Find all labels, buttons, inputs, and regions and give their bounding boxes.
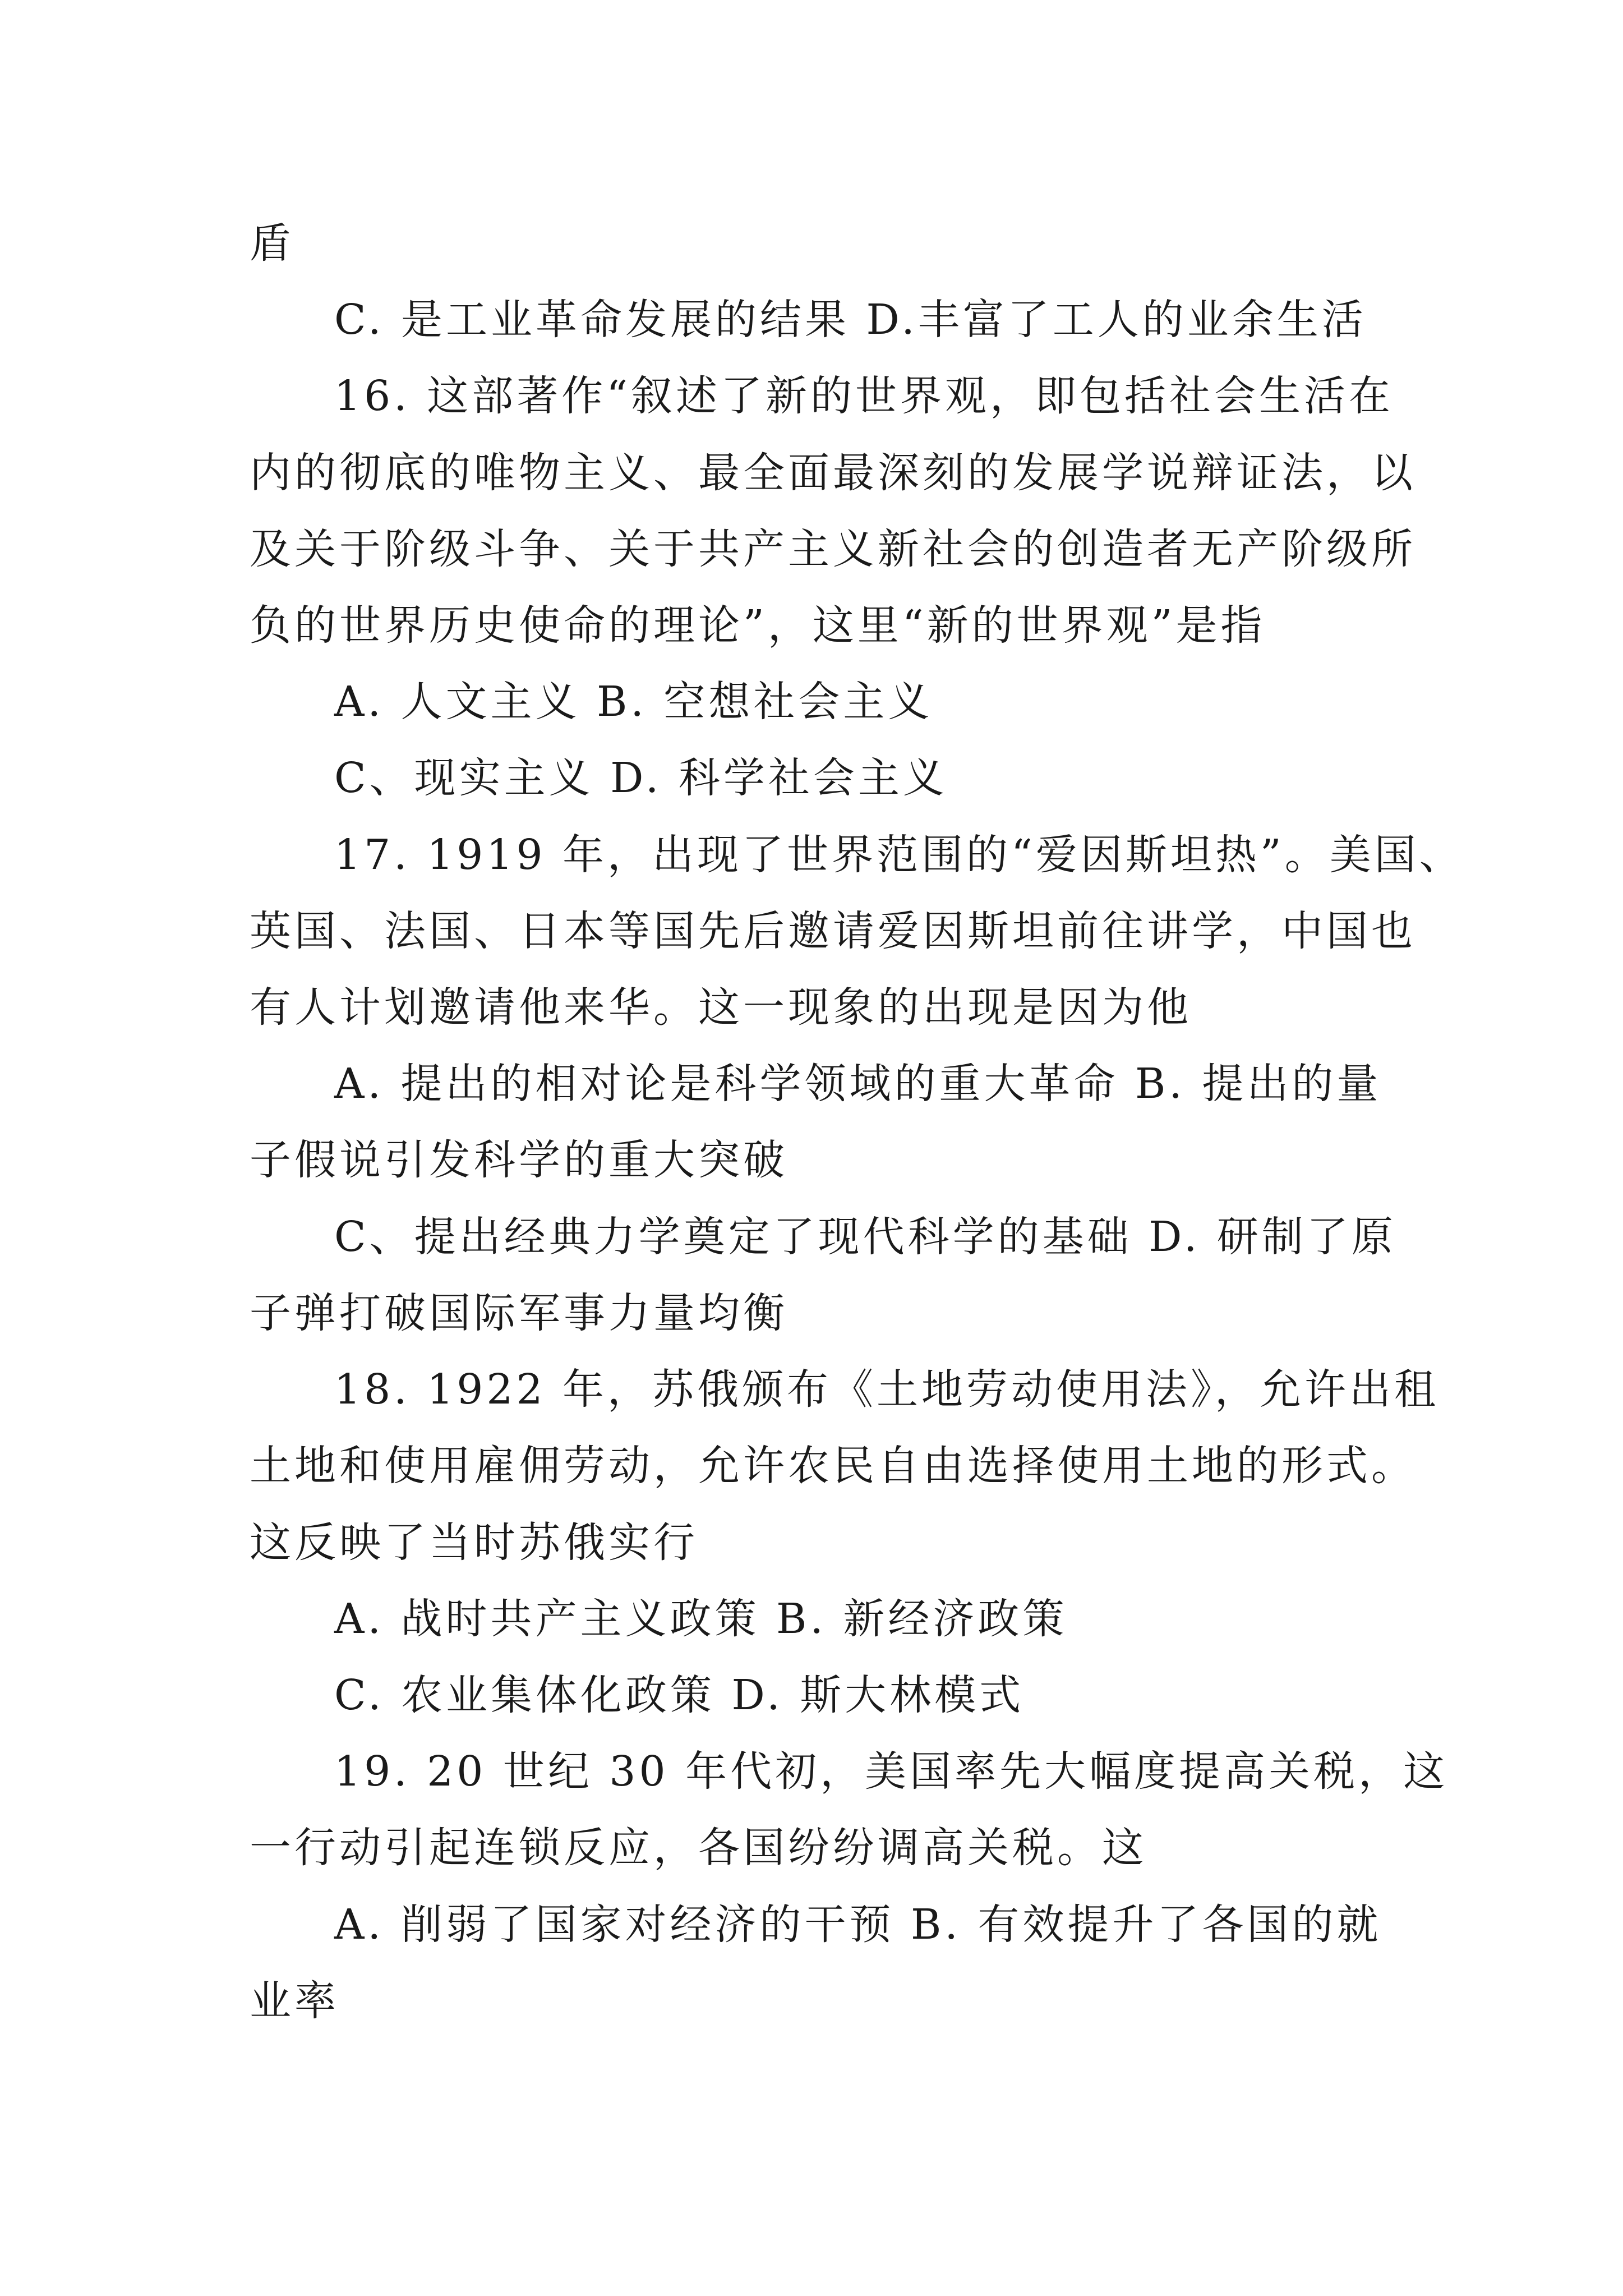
question-18-stem: 18. 1922 年，苏俄颁布《土地劳动使用法》，允许出租 — [334, 1365, 1440, 1414]
answer-options: A. 削弱了国家对经济的干预 B. 有效提升了各国的就 — [334, 1901, 1382, 1949]
text-line: 盾 — [250, 219, 294, 268]
text-line: 及关于阶级斗争、关于共产主义新社会的创造者无产阶级所 — [250, 525, 1416, 573]
text-line: 子假说引发科学的重大突破 — [250, 1136, 788, 1184]
text-line: 业率 — [250, 1977, 339, 2025]
answer-options: A. 人文主义 B. 空想社会主义 — [334, 678, 933, 726]
text-line: 英国、法国、日本等国先后邀请爱因斯坦前往讲学，中国也 — [250, 907, 1416, 955]
question-19-stem: 19. 20 世纪 30 年代初，美国率先大幅度提高关税，这 — [334, 1747, 1449, 1796]
answer-options: A. 提出的相对论是科学领域的重大革命 B. 提出的量 — [334, 1060, 1382, 1108]
text-line: 一行动引起连锁反应，各国纷纷调高关税。这 — [250, 1824, 1147, 1872]
text-line: 负的世界历史使命的理论”，这里“新的世界观”是指 — [250, 601, 1266, 650]
answer-options: A. 战时共产主义政策 B. 新经济政策 — [334, 1595, 1068, 1643]
text-line: 土地和使用雇佣劳动，允许农民自由选择使用土地的形式。 — [250, 1442, 1416, 1490]
answer-options: C、提出经典力学奠定了现代科学的基础 D. 研制了原 — [334, 1213, 1396, 1261]
text-line: C. 是工业革命发展的结果 D.丰富了工人的业余生活 — [334, 296, 1367, 344]
text-line: 子弹打破国际军事力量均衡 — [250, 1289, 788, 1337]
text-line: 内的彻底的唯物主义、最全面最深刻的发展学说辩证法，以 — [250, 449, 1416, 497]
text-line: 这反映了当时苏俄实行 — [250, 1519, 698, 1567]
answer-options: C. 农业集体化政策 D. 斯大林模式 — [334, 1671, 1025, 1719]
answer-options: C、现实主义 D. 科学社会主义 — [334, 754, 948, 802]
question-17-stem: 17. 1919 年，出现了世界范围的“爱因斯坦热”。美国、 — [334, 831, 1464, 879]
question-16-stem: 16. 这部著作“叙述了新的世界观，即包括社会生活在 — [334, 372, 1394, 420]
text-line: 有人计划邀请他来华。这一现象的出现是因为他 — [250, 983, 1192, 1032]
